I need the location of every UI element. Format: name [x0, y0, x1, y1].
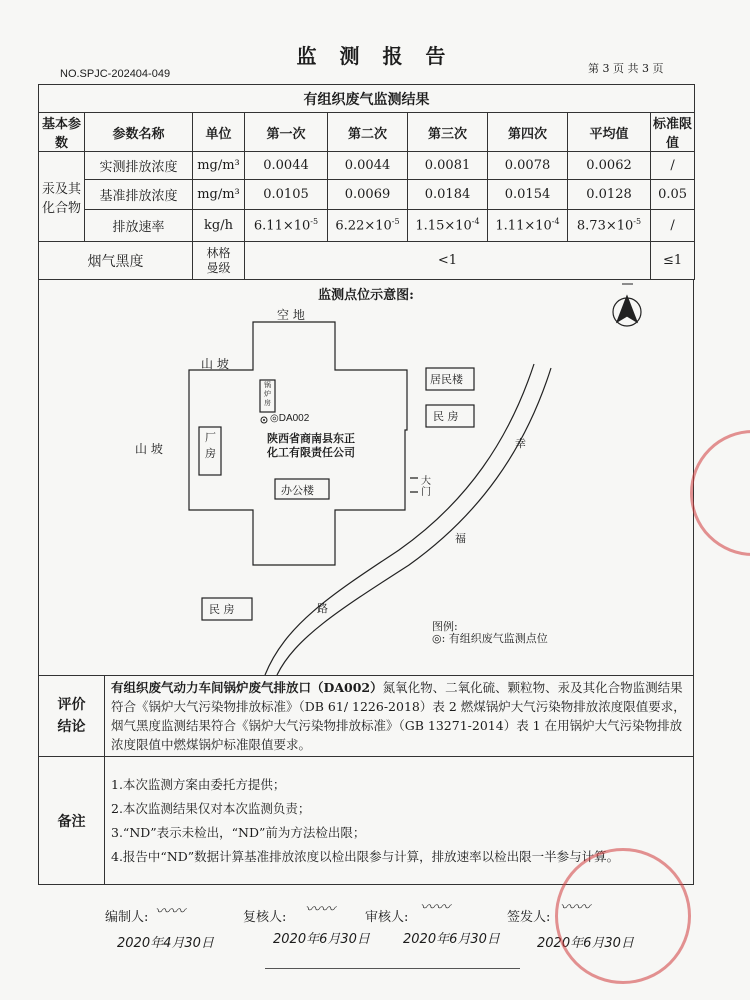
label-boiler-room: 锅炉房 — [264, 381, 271, 407]
label-hill-left: 山 坡 — [135, 442, 163, 456]
label-factory: 厂房 — [205, 431, 216, 460]
label-office: 办公楼 — [281, 484, 314, 497]
note-item: 2.本次监测结果仅对本次监测负责； — [111, 800, 311, 816]
header-second: 第二次 — [328, 113, 408, 152]
value-4-base: 1.11×10 — [495, 218, 552, 234]
table-row — [39, 152, 695, 180]
param-unit: kg/h — [193, 210, 245, 242]
evaluation-bold: 有组织废气动力车间锅炉废气排放口（DA002） — [111, 680, 383, 695]
value-avg: 0.0128 — [568, 180, 651, 210]
param-name: 实测排放浓度 — [85, 152, 193, 180]
value-2: 0.0044 — [328, 152, 408, 180]
note-item: 3.“ND”表示未检出，“ND”前为方法检出限； — [111, 824, 366, 840]
value-1: 0.0105 — [245, 180, 328, 210]
date-auditor: 2020年6月30日 — [403, 932, 500, 947]
compiler-signature: 〰〰 — [155, 902, 186, 920]
evaluation-text — [105, 676, 694, 757]
road-line-inner — [265, 364, 534, 675]
label-road-3: 路 — [317, 602, 328, 615]
value-3-base: 1.15×10 — [415, 218, 472, 234]
compiler-label: 编制人: — [105, 910, 149, 925]
label-road-2: 福 — [455, 532, 466, 545]
header-fourth: 第四次 — [488, 113, 568, 152]
value-2 — [328, 210, 408, 242]
reviewer-signature: 〰〰 — [305, 900, 336, 918]
date-reviewer: 2020年6月30日 — [273, 932, 370, 947]
value-limit: 0.05 — [651, 180, 695, 210]
auditor-signature: 〰〰 — [420, 898, 451, 916]
param-unit: mg/m³ — [193, 180, 245, 210]
label-company-line1: 陕西省商南县东正 — [267, 432, 355, 445]
monitoring-diagram — [38, 280, 694, 675]
official-stamp — [555, 848, 691, 984]
label-house-right: 民 房 — [433, 410, 459, 423]
date-issuer: 2020年6月30日 — [537, 936, 634, 951]
legend-title: 图例: — [432, 620, 458, 633]
label-open-ground: 空 地 — [277, 308, 305, 322]
legend-item: ◎: 有组织废气监测点位 — [432, 632, 548, 645]
value-3: 0.0184 — [408, 180, 488, 210]
smoke-unit: 林格曼级 — [193, 242, 245, 280]
auditor-label: 审核人: — [365, 910, 409, 925]
edge-stamp — [690, 430, 750, 556]
evaluation-label: 评价结论 — [39, 676, 105, 757]
header-param-name: 参数名称 — [85, 113, 193, 152]
value-3: 0.0081 — [408, 152, 488, 180]
report-frame — [38, 84, 694, 885]
emission-table — [38, 84, 695, 280]
label-gate: 大门 — [421, 476, 431, 498]
param-name: 排放速率 — [85, 210, 193, 242]
reviewer-label: 复核人: — [243, 910, 287, 925]
value-3 — [408, 210, 488, 242]
issuer-signature: 〰〰 — [560, 898, 591, 916]
page-info: 第 3 页 共 3 页 — [588, 62, 664, 75]
smoke-name: 烟气黑度 — [39, 242, 193, 280]
evaluation-body: 氮氧化物、二氧化硫、颗粒物、汞及其化合物监测结果符合《锅炉大气污染物排放标准》（DB 61/ 1226-2018）表 2 燃煤锅炉大气污染物排放浓度限值要求，烟气黑度监测结果符合《锅炉大气污染物排放标准》（GB 13271-2014）表 1 在用锅炉大气污染物排放浓度限值中燃煤锅炉标准限值要求。 — [111, 680, 686, 752]
value-1 — [245, 210, 328, 242]
value-2: 0.0069 — [328, 180, 408, 210]
value-4 — [488, 210, 568, 242]
label-company-line2: 化工有限责任公司 — [267, 446, 355, 459]
label-hill-top: 山 坡 — [201, 357, 229, 371]
report-number: NO.SPJC-202404-049 — [60, 68, 171, 80]
value-1: 0.0044 — [245, 152, 328, 180]
header-basic: 基本参数 — [39, 113, 85, 152]
label-house-bottom: 民 房 — [209, 603, 235, 616]
smoke-value: <1 — [245, 242, 651, 280]
note-item: 4.报告中“ND”数据计算基准排放浓度以检出限参与计算，排放速率以检出限一半参与计算。 — [111, 848, 620, 864]
param-name: 基准排放浓度 — [85, 180, 193, 210]
group-label: 汞及其化合物 — [39, 152, 85, 242]
value-3-exp: -4 — [471, 217, 480, 227]
report-title: 监 测 报 告 — [296, 44, 454, 68]
value-4-exp: -4 — [551, 217, 560, 227]
date-compiler: 2020年4月30日 — [117, 936, 214, 951]
table-row — [39, 180, 695, 210]
diagram-title: 监测点位示意图: — [318, 288, 414, 303]
table-row — [39, 242, 695, 280]
header-average: 平均值 — [568, 113, 651, 152]
header-third: 第三次 — [408, 113, 488, 152]
header-first: 第一次 — [245, 113, 328, 152]
value-2-base: 6.22×10 — [335, 218, 392, 234]
value-avg: 0.0062 — [568, 152, 651, 180]
header-unit: 单位 — [193, 113, 245, 152]
note-item: 1.本次监测方案由委托方提供； — [111, 776, 286, 792]
value-limit: / — [651, 210, 695, 242]
notes-label: 备注 — [39, 757, 105, 885]
param-unit: mg/m³ — [193, 152, 245, 180]
label-residential-building: 居民楼 — [430, 373, 463, 386]
label-road-1: 幸 — [515, 437, 526, 450]
issuer-label: 签发人: — [507, 910, 551, 925]
value-avg-base: 8.73×10 — [576, 218, 634, 234]
value-4: 0.0154 — [488, 180, 568, 210]
table-row — [39, 210, 695, 242]
label-monitoring-point: ◎DA002 — [270, 413, 310, 424]
table-title: 有组织废气监测结果 — [39, 85, 695, 113]
value-2-exp: -5 — [391, 217, 400, 227]
footer-rule — [265, 968, 520, 969]
header-limit: 标准限值 — [651, 113, 695, 152]
value-avg — [568, 210, 651, 242]
value-1-exp: -5 — [310, 217, 319, 227]
value-4: 0.0078 — [488, 152, 568, 180]
site-map — [39, 280, 693, 675]
road-line-outer — [277, 368, 551, 675]
gate-marks — [410, 478, 418, 492]
value-limit: / — [651, 152, 695, 180]
value-1-base: 6.11×10 — [253, 218, 311, 234]
smoke-limit: ≤1 — [651, 242, 695, 280]
value-avg-exp: -5 — [633, 217, 642, 227]
